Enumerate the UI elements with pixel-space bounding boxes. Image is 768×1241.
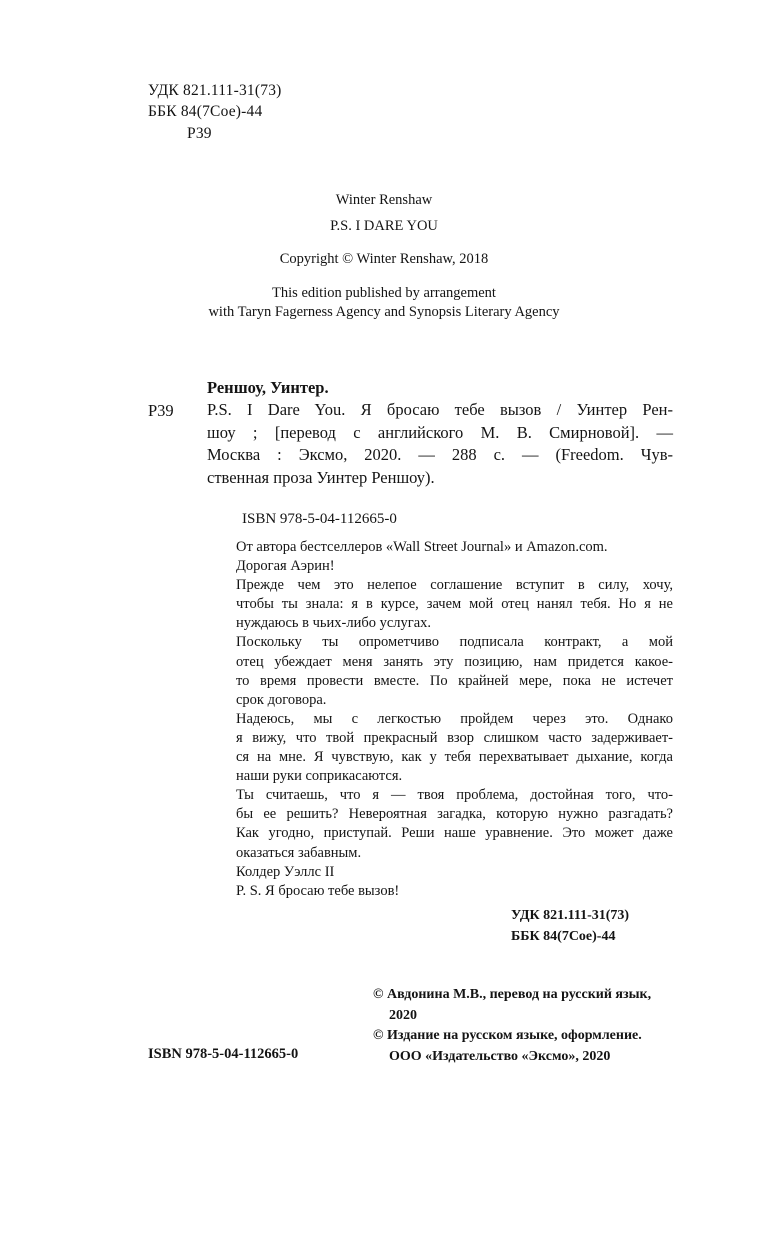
annotation-line: отец убеждает меня занять эту позицию, нам придется какое- [236, 653, 673, 670]
arrangement-line-1: This edition published by arrangement [272, 285, 496, 301]
annotation-line: оказаться забавным. [236, 844, 362, 861]
annotation [236, 538, 673, 901]
card-description-line: Москва : Эксмо, 2020. — 288 с. — (Freedom. Чув- [207, 445, 673, 465]
edition-copyright-line-2: ООО «Издательство «Эксмо», 2020 [389, 1048, 611, 1064]
card-description [207, 399, 673, 489]
card-isbn: ISBN 978-5-04-112665-0 [242, 511, 397, 527]
annotation-postscript: P. S. Я бросаю тебе вызов! [236, 882, 400, 899]
annotation-line: наши руки соприкасаются. [236, 768, 403, 785]
annotation-line: то время провести вместе. По крайней мере, пока не истечет [236, 672, 673, 689]
isbn-bottom: ISBN 978-5-04-112665-0 [148, 1046, 299, 1062]
copyright-block [373, 985, 713, 1067]
card-code: Р39 [148, 401, 174, 420]
bottom-classification [511, 906, 629, 947]
annotation-line: чтобы ты знала: я в курсе, зачем мой отец нанял тебя. Но я не [236, 596, 673, 613]
card-description-line: шоу ; [перевод с английского М. В. Смирновой]. — [207, 422, 673, 442]
annotation-line: Надеюсь, мы с легкостью пройдем через это. Однако [236, 710, 673, 727]
annotation-line: Прежде чем это нелепое соглашение вступит в силу, хочу, [236, 577, 673, 594]
annotation-line: бы ее решить? Невероятная загадка, которую нужно разгадать? [236, 806, 673, 823]
annotation-signature: Колдер Уэллс II [236, 863, 335, 880]
annotation-line: я вижу, что твой прекрасный взор слишком часто задерживает- [236, 729, 673, 746]
arrangement-line-2: with Taryn Fagerness Agency and Synopsis Literary Agency [208, 304, 560, 320]
udk-code: УДК 821.111-31(73) [148, 82, 282, 99]
annotation-line: От автора бестселлеров «Wall Street Journal» и Amazon.com. [236, 539, 608, 555]
annotation-line: Ты считаешь, что я — твоя проблема, достойная того, что- [236, 787, 673, 804]
bbk-code: ББК 84(7Сое)-44 [148, 103, 263, 120]
card-description-line: P.S. I Dare You. Я бросаю тебе вызов / Уинтер Рен- [207, 400, 673, 419]
translation-copyright-line-1: © Авдонина М.В., перевод на русский язык, [373, 987, 652, 1002]
annotation-line: ся на мне. Я чувствую, как у тебя перехватывает дыхание, когда [236, 749, 673, 766]
annotation-line: Дорогая Аэрин! [236, 558, 335, 575]
bottom-udk: УДК 821.111-31(73) [511, 908, 630, 923]
card-author-heading: Реншоу, Уинтер. [207, 378, 329, 397]
card-description-line: ственная проза Уинтер Реншоу). [207, 467, 435, 487]
original-copyright: Copyright © Winter Renshaw, 2018 [279, 251, 489, 267]
author-mark: Р39 [187, 125, 212, 142]
bottom-bbk: ББК 84(7Сое)-44 [511, 928, 616, 944]
original-author: Winter Renshaw [335, 192, 433, 208]
annotation-line: срок договора. [236, 691, 327, 708]
original-title: P.S. I DARE YOU [330, 218, 438, 234]
annotation-line: Как угодно, приступай. Реши наше уравнение. Это может даже [236, 825, 673, 842]
annotation-line: нуждаюсь в чьих-либо услугах. [236, 615, 432, 632]
annotation-line: Поскольку ты опрометчиво подписала контракт, а мой [236, 634, 673, 651]
edition-copyright-line-1: © Издание на русском языке, оформление. [373, 1028, 642, 1043]
translation-copyright-line-2: 2020 [389, 1007, 417, 1023]
